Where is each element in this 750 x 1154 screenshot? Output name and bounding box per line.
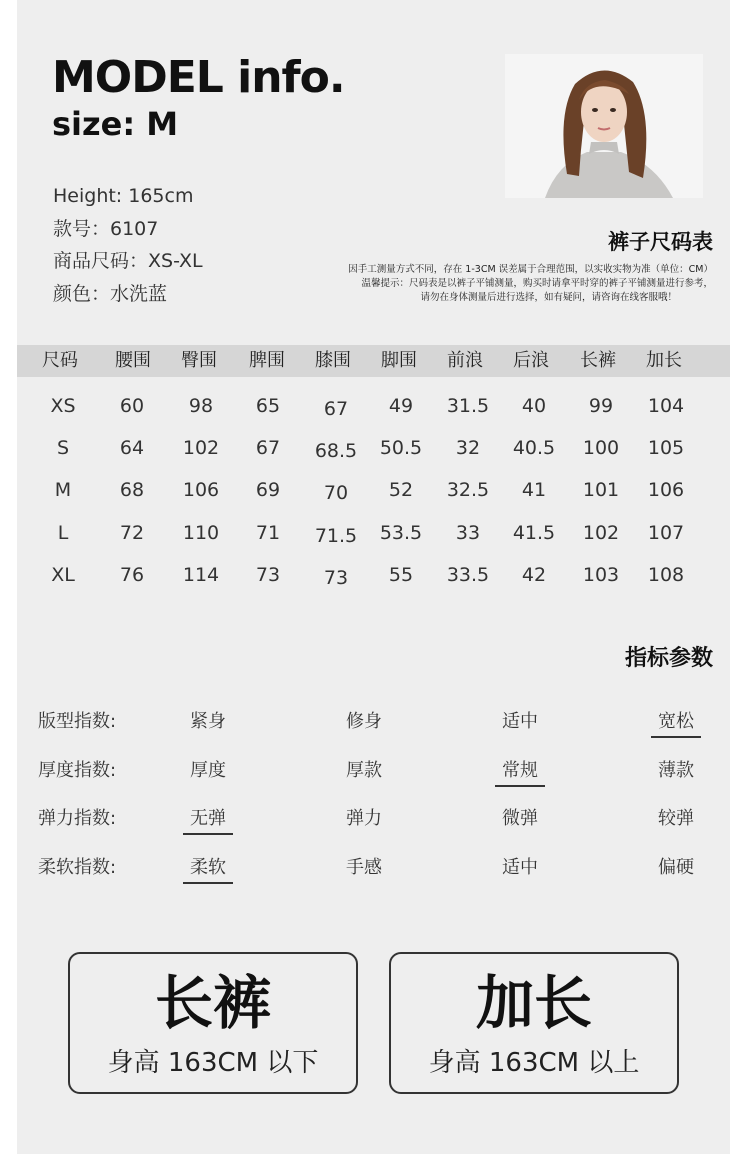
index-option: 微弹	[502, 808, 538, 829]
cell-thigh: 71	[255, 522, 281, 544]
index-option: 修身	[346, 711, 382, 732]
cell-front-rise: 32	[455, 437, 481, 459]
cell-size: XS	[50, 395, 76, 417]
cell-knee: 67	[323, 398, 349, 420]
cell-back-rise: 41	[521, 479, 547, 501]
cell-regular-length: 101	[582, 479, 620, 501]
index-option: 适中	[502, 857, 538, 878]
cell-thigh: 65	[255, 395, 281, 417]
index-label: 厚度指数:	[38, 760, 117, 781]
cell-regular-length: 99	[588, 395, 614, 417]
regular-length-height: 身高 163CM 以下	[107, 1048, 319, 1078]
header-hem: 脚围	[381, 350, 417, 371]
index-option: 偏硬	[658, 857, 694, 878]
header-regular-length: 长裤	[580, 350, 616, 371]
cell-size: L	[57, 522, 69, 544]
selected-indicator	[183, 833, 233, 835]
model-size: size: M	[52, 105, 179, 143]
index-option: 较弹	[658, 808, 694, 829]
long-length-box	[389, 952, 679, 1094]
regular-length-box	[68, 952, 358, 1094]
size-chart-title: 裤子尺码表	[608, 230, 713, 254]
cell-long-length: 107	[647, 522, 685, 544]
selected-indicator	[651, 736, 701, 738]
index-option: 厚款	[346, 760, 382, 781]
regular-length-name: 长裤	[154, 969, 271, 1037]
index-option: 厚度	[190, 760, 226, 781]
index-option: 宽松	[658, 711, 694, 732]
indices-title: 指标参数	[624, 646, 713, 671]
size-chart-note-2: 温馨提示：尺码表是以裤子平铺测量，购买时请拿平时穿的裤子平铺测量进行参考，	[361, 278, 713, 289]
model-color: 颜色：水洗蓝	[53, 283, 168, 305]
cell-waist: 68	[119, 479, 145, 501]
cell-long-length: 108	[647, 564, 685, 586]
size-chart-note-3: 请勿在身体测量后进行选择，如有疑问，请咨询在线客服哦！	[420, 292, 677, 303]
model-style-number: 款号：6107	[53, 218, 159, 240]
cell-waist: 76	[119, 564, 145, 586]
cell-front-rise: 31.5	[446, 395, 490, 417]
header-back-rise: 后浪	[513, 350, 549, 371]
cell-hip: 110	[182, 522, 220, 544]
size-table-header	[17, 345, 730, 377]
index-option: 紧身	[190, 711, 226, 732]
index-option: 无弹	[190, 808, 226, 829]
long-length-name: 加长	[475, 969, 592, 1037]
model-height: Height: 165cm	[53, 185, 194, 207]
header-hip: 臀围	[181, 350, 217, 371]
cell-knee: 71.5	[314, 525, 358, 547]
cell-hem: 55	[388, 564, 414, 586]
index-option: 弹力	[346, 808, 382, 829]
header-thigh: 脾围	[249, 350, 285, 371]
cell-front-rise: 33.5	[446, 564, 490, 586]
cell-waist: 72	[119, 522, 145, 544]
index-option: 适中	[502, 711, 538, 732]
header-size: 尺码	[42, 350, 78, 371]
index-option: 手感	[346, 857, 382, 878]
cell-back-rise: 40	[521, 395, 547, 417]
cell-hem: 50.5	[379, 437, 423, 459]
cell-regular-length: 100	[582, 437, 620, 459]
cell-back-rise: 40.5	[512, 437, 556, 459]
index-option: 常规	[502, 760, 538, 781]
selected-indicator	[183, 882, 233, 884]
cell-knee: 73	[323, 567, 349, 589]
cell-back-rise: 42	[521, 564, 547, 586]
long-length-height: 身高 163CM 以上	[428, 1048, 640, 1078]
index-label: 柔软指数:	[38, 857, 117, 878]
size-chart-note-1: 因手工测量方式不同，存在 1-3CM 误差属于合理范围，以实收实物为准（单位：CM）	[348, 264, 713, 275]
cell-front-rise: 32.5	[446, 479, 490, 501]
model-info-title: MODEL info.	[52, 52, 345, 103]
cell-size: S	[56, 437, 70, 459]
cell-back-rise: 41.5	[512, 522, 556, 544]
cell-thigh: 67	[255, 437, 281, 459]
cell-regular-length: 102	[582, 522, 620, 544]
cell-long-length: 106	[647, 479, 685, 501]
cell-hip: 114	[182, 564, 220, 586]
cell-front-rise: 33	[455, 522, 481, 544]
cell-knee: 70	[323, 482, 349, 504]
selected-indicator	[495, 785, 545, 787]
cell-knee: 68.5	[314, 440, 358, 462]
cell-thigh: 73	[255, 564, 281, 586]
index-label: 弹力指数:	[38, 808, 117, 829]
cell-long-length: 105	[647, 437, 685, 459]
index-label: 版型指数:	[38, 711, 117, 732]
cell-hip: 106	[182, 479, 220, 501]
cell-long-length: 104	[647, 395, 685, 417]
cell-waist: 60	[119, 395, 145, 417]
header-front-rise: 前浪	[447, 350, 483, 371]
model-size-range: 商品尺码：XS-XL	[53, 250, 203, 272]
index-option: 薄款	[658, 760, 694, 781]
cell-hip: 102	[182, 437, 220, 459]
cell-waist: 64	[119, 437, 145, 459]
cell-size: XL	[51, 564, 75, 586]
model-photo	[505, 54, 703, 198]
header-knee: 膝围	[315, 350, 351, 371]
cell-size: M	[54, 479, 72, 501]
cell-thigh: 69	[255, 479, 281, 501]
header-long-length: 加长	[646, 350, 682, 371]
cell-hem: 53.5	[379, 522, 423, 544]
cell-hip: 98	[188, 395, 214, 417]
header-waist: 腰围	[115, 350, 151, 371]
index-option: 柔软	[190, 857, 226, 878]
cell-hem: 49	[388, 395, 414, 417]
cell-hem: 52	[388, 479, 414, 501]
cell-regular-length: 103	[582, 564, 620, 586]
